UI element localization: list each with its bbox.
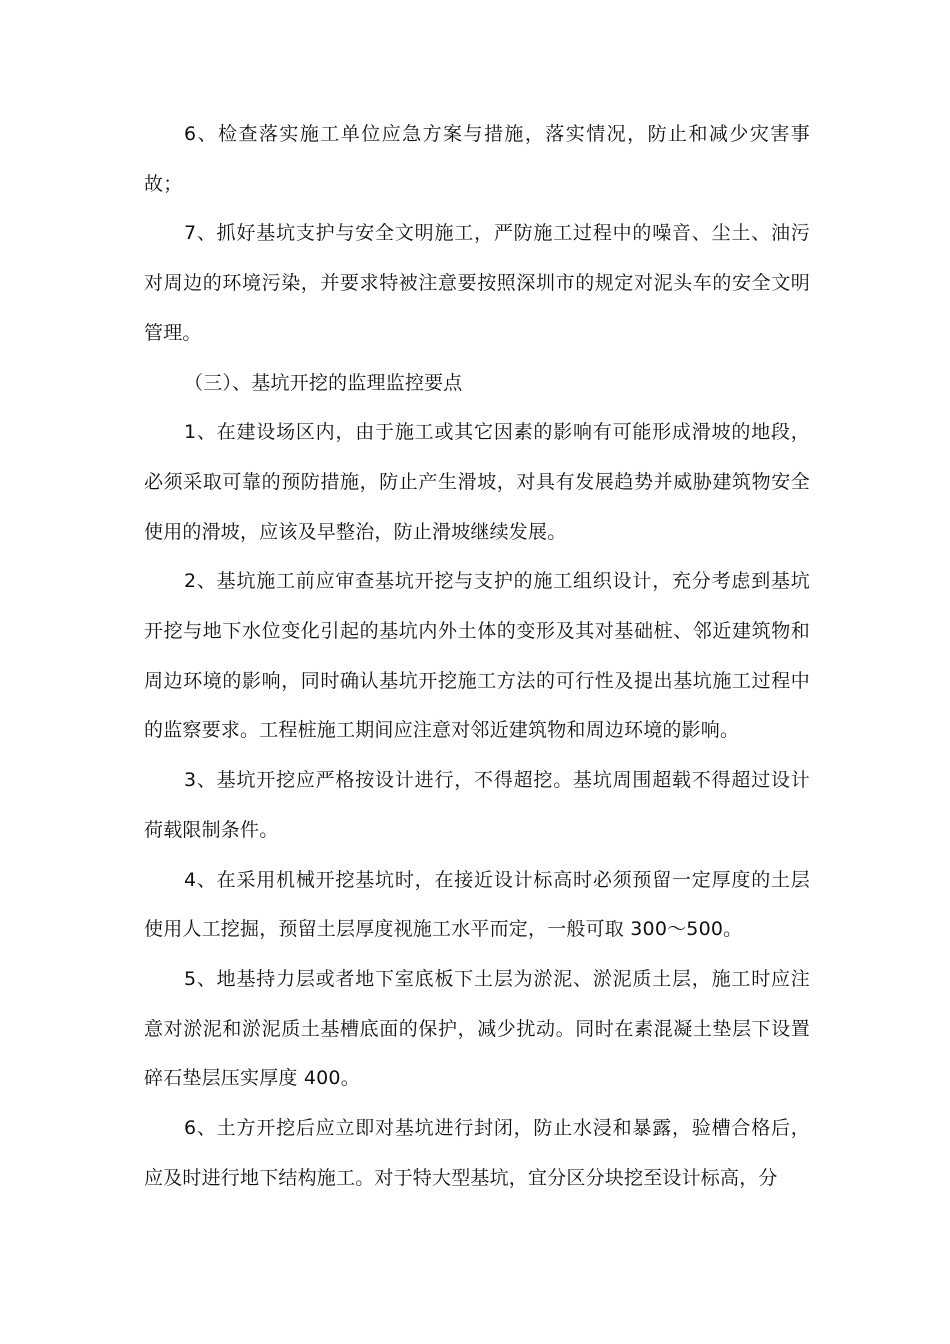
paragraph-item-6-emergency: 6、检查落实施工单位应急方案与措施，落实情况，防止和减少灾害事故； [144,123,810,195]
paragraph-item-2-design-review: 2、基坑施工前应审查基坑开挖与支护的施工组织设计，充分考虑到基坑开挖与地下水位变化引起的基坑内外土体的变形及其对基础桩、邻近建筑物和周边环境的影响，同时确认基坑开挖施工方法的可行性及提出基坑施工过程中的监察要求。工程桩施工期间应注意对邻近建筑物和周边环境的影响。 [144,570,810,742]
paragraph-item-1-landslide: 1、在建设场区内，由于施工或其它因素的影响有可能形成滑坡的地段，必须采取可靠的预防措施，防止产生滑坡，对具有发展趋势并威胁建筑物安全使用的滑坡，应该及早整治，防止滑坡继续发展。 [144,421,810,543]
section-heading: （三）、基坑开挖的监理监控要点 [184,371,463,394]
paragraph-item-6-pit-closure: 6、土方开挖后应立即对基坑进行封闭，防止水浸和暴露，验槽合格后，应及时进行地下结构施工。对于特大型基坑，宜分区分块挖至设计标高，分 [144,1117,810,1189]
document-body [144,110,810,1203]
paragraph-item-5-soft-soil: 5、地基持力层或者地下室底板下土层为淤泥、淤泥质土层，施工时应注意对淤泥和淤泥质土基槽底面的保护，减少扰动。同时在素混凝土垫层下设置碎石垫层压实厚度 400。 [144,967,810,1090]
paragraph-item-7-civilized-construction: 7、抓好基坑支护与安全文明施工，严防施工过程中的噪音、尘土、油污对周边的环境污染，并要求特被注意要按照深圳市的规定对泥头车的安全文明管理。 [144,222,810,344]
paragraph-item-4-mechanical-excavation: 4、在采用机械开挖基坑时，在接近设计标高时必须预留一定厚度的土层使用人工挖掘，预留土层厚度视施工水平而定，一般可取 300～500。 [144,868,810,941]
paragraph-item-3-no-overexcavation: 3、基坑开挖应严格按设计进行，不得超挖。基坑周围超载不得超过设计荷载限制条件。 [144,769,810,841]
